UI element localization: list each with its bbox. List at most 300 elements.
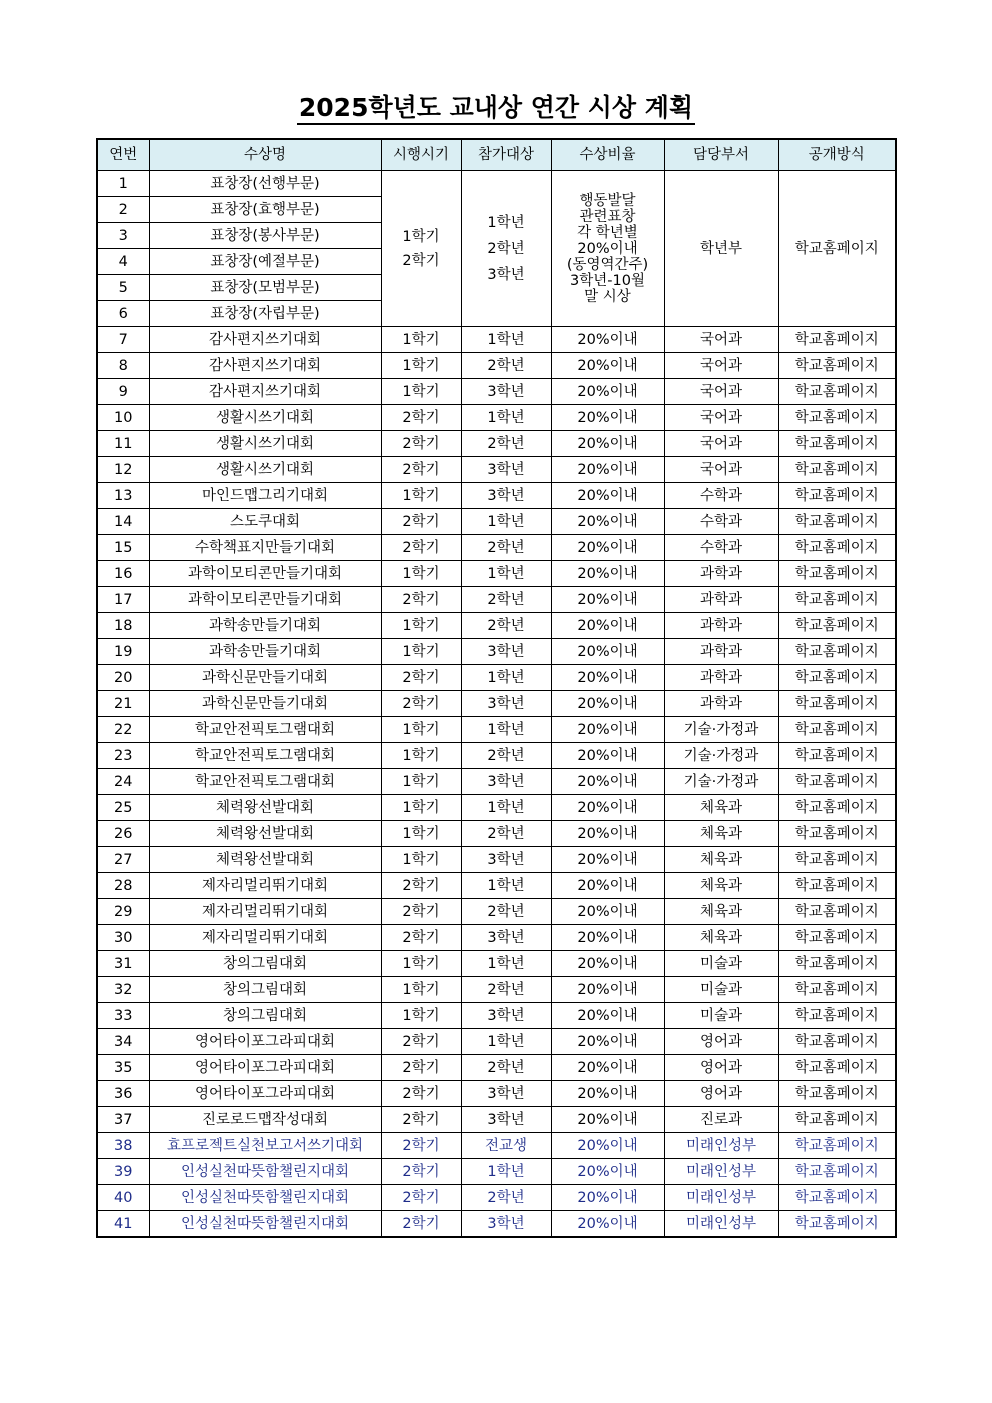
cell-target: 3학년 bbox=[461, 483, 551, 509]
cell-no: 33 bbox=[97, 1003, 149, 1029]
cell-dept: 수학과 bbox=[664, 483, 778, 509]
cell-dept: 체육과 bbox=[664, 821, 778, 847]
cell-ratio: 20%이내 bbox=[551, 743, 664, 769]
ratio-line: 행동발달 bbox=[579, 192, 636, 209]
cell-award: 제자리멀리뛰기대회 bbox=[149, 899, 381, 925]
cell-ratio: 20%이내 bbox=[551, 457, 664, 483]
target-line: 3학년 bbox=[487, 266, 525, 283]
ratio-line: 20%이내 bbox=[577, 240, 638, 257]
cell-period: 1학기 bbox=[381, 717, 461, 743]
cell-period: 2학기 bbox=[381, 1107, 461, 1133]
cell-ratio: 20%이내 bbox=[551, 1185, 664, 1211]
cell-ratio: 20%이내 bbox=[551, 535, 664, 561]
cell-period: 2학기 bbox=[381, 1055, 461, 1081]
cell-award: 표창장(자립부문) bbox=[149, 301, 381, 327]
cell-target: 1학년 bbox=[461, 665, 551, 691]
cell-publish: 학교홈페이지 bbox=[778, 405, 896, 431]
cell-award: 감사편지쓰기대회 bbox=[149, 379, 381, 405]
cell-target: 1학년 bbox=[461, 1159, 551, 1185]
table-row bbox=[97, 379, 896, 405]
cell-no: 29 bbox=[97, 899, 149, 925]
cell-publish: 학교홈페이지 bbox=[778, 587, 896, 613]
cell-target: 1학년 bbox=[461, 795, 551, 821]
target-line: 1학년 bbox=[487, 214, 525, 231]
cell-target: 3학년 bbox=[461, 925, 551, 951]
cell-dept: 과학과 bbox=[664, 613, 778, 639]
cell-target: 3학년 bbox=[461, 379, 551, 405]
cell-period: 2학기 bbox=[381, 1133, 461, 1159]
cell-period: 2학기 bbox=[381, 1081, 461, 1107]
cell-target: 2학년 bbox=[461, 353, 551, 379]
cell-target: 전교생 bbox=[461, 1133, 551, 1159]
table-row bbox=[97, 977, 896, 1003]
cell-dept: 국어과 bbox=[664, 431, 778, 457]
table-row bbox=[97, 613, 896, 639]
cell-ratio: 20%이내 bbox=[551, 587, 664, 613]
cell-dept: 체육과 bbox=[664, 925, 778, 951]
cell-dept: 체육과 bbox=[664, 873, 778, 899]
cell-no: 12 bbox=[97, 457, 149, 483]
cell-publish: 학교홈페이지 bbox=[778, 1055, 896, 1081]
cell-ratio: 20%이내 bbox=[551, 821, 664, 847]
cell-dept: 과학과 bbox=[664, 561, 778, 587]
cell-ratio: 20%이내 bbox=[551, 795, 664, 821]
cell-target: 3학년 bbox=[461, 1107, 551, 1133]
cell-ratio: 20%이내 bbox=[551, 1159, 664, 1185]
cell-target: 1학년 bbox=[461, 327, 551, 353]
cell-award: 영어타이포그라피대회 bbox=[149, 1029, 381, 1055]
cell-period: 2학기 bbox=[381, 873, 461, 899]
cell-ratio: 20%이내 bbox=[551, 977, 664, 1003]
cell-target: 1학년 bbox=[461, 561, 551, 587]
table-row bbox=[97, 587, 896, 613]
table-row bbox=[97, 691, 896, 717]
cell-period: 1학기 bbox=[381, 1003, 461, 1029]
table-row bbox=[97, 431, 896, 457]
cell-target: 2학년 bbox=[461, 1055, 551, 1081]
document-title bbox=[0, 88, 992, 124]
cell-no: 22 bbox=[97, 717, 149, 743]
cell-dept: 미술과 bbox=[664, 1003, 778, 1029]
cell-period: 2학기 bbox=[381, 535, 461, 561]
cell-ratio: 20%이내 bbox=[551, 1211, 664, 1238]
cell-publish: 학교홈페이지 bbox=[778, 483, 896, 509]
cell-period: 2학기 bbox=[381, 405, 461, 431]
cell-dept: 수학과 bbox=[664, 535, 778, 561]
cell-award: 진로로드맵작성대회 bbox=[149, 1107, 381, 1133]
cell-publish: 학교홈페이지 bbox=[778, 847, 896, 873]
cell-publish: 학교홈페이지 bbox=[778, 743, 896, 769]
cell-award: 생활시쓰기대회 bbox=[149, 457, 381, 483]
cell-target: 1학년 bbox=[461, 873, 551, 899]
cell-period: 1학기 bbox=[381, 977, 461, 1003]
cell-target: 3학년 bbox=[461, 1003, 551, 1029]
cell-period: 1학기 bbox=[381, 379, 461, 405]
cell-period: 1학기 bbox=[381, 483, 461, 509]
table-row bbox=[97, 1133, 896, 1159]
cell-target: 2학년 bbox=[461, 535, 551, 561]
cell-dept: 체육과 bbox=[664, 795, 778, 821]
cell-dept: 기술·가정과 bbox=[664, 743, 778, 769]
cell-target: 1학년 bbox=[461, 717, 551, 743]
table-row bbox=[97, 639, 896, 665]
cell-award: 표창장(봉사부문) bbox=[149, 223, 381, 249]
cell-ratio: 20%이내 bbox=[551, 1107, 664, 1133]
cell-award: 제자리멀리뛰기대회 bbox=[149, 873, 381, 899]
cell-publish: 학교홈페이지 bbox=[778, 1211, 896, 1238]
cell-publish: 학교홈페이지 bbox=[778, 873, 896, 899]
table-row bbox=[97, 1211, 896, 1238]
cell-period: 2학기 bbox=[381, 457, 461, 483]
cell-ratio: 20%이내 bbox=[551, 717, 664, 743]
cell-ratio: 20%이내 bbox=[551, 873, 664, 899]
cell-publish: 학교홈페이지 bbox=[778, 1185, 896, 1211]
cell-publish: 학교홈페이지 bbox=[778, 613, 896, 639]
cell-period: 2학기 bbox=[381, 431, 461, 457]
cell-award: 인성실천따뜻함챌린지대회 bbox=[149, 1159, 381, 1185]
cell-target: 3학년 bbox=[461, 1081, 551, 1107]
cell-target: 2학년 bbox=[461, 431, 551, 457]
cell-ratio: 20%이내 bbox=[551, 1055, 664, 1081]
cell-award: 감사편지쓰기대회 bbox=[149, 327, 381, 353]
cell-publish: 학교홈페이지 bbox=[778, 457, 896, 483]
cell-ratio: 20%이내 bbox=[551, 691, 664, 717]
cell-target: 3학년 bbox=[461, 1211, 551, 1238]
cell-dept: 영어과 bbox=[664, 1081, 778, 1107]
cell-award: 과학신문만들기대회 bbox=[149, 691, 381, 717]
table-row bbox=[97, 899, 896, 925]
cell-dept: 미술과 bbox=[664, 977, 778, 1003]
cell-award: 표창장(선행부문) bbox=[149, 171, 381, 197]
cell-publish: 학교홈페이지 bbox=[778, 535, 896, 561]
cell-period: 1학기 bbox=[381, 795, 461, 821]
cell-period: 2학기 bbox=[381, 665, 461, 691]
cell-dept: 국어과 bbox=[664, 379, 778, 405]
cell-award: 인성실천따뜻함챌린지대회 bbox=[149, 1185, 381, 1211]
table-row bbox=[97, 457, 896, 483]
cell-award: 체력왕선발대회 bbox=[149, 821, 381, 847]
cell-target: 2학년 bbox=[461, 977, 551, 1003]
table-row bbox=[97, 171, 896, 197]
table-row bbox=[97, 743, 896, 769]
table-row bbox=[97, 483, 896, 509]
cell-dept: 미래인성부 bbox=[664, 1211, 778, 1238]
table-row bbox=[97, 1003, 896, 1029]
cell-ratio: 20%이내 bbox=[551, 379, 664, 405]
cell-ratio: 20%이내 bbox=[551, 1029, 664, 1055]
cell-period: 1학기 bbox=[381, 613, 461, 639]
cell-ratio: 20%이내 bbox=[551, 639, 664, 665]
cell-dept: 국어과 bbox=[664, 405, 778, 431]
cell-dept: 국어과 bbox=[664, 327, 778, 353]
cell-no: 5 bbox=[97, 275, 149, 301]
cell-publish: 학교홈페이지 bbox=[778, 717, 896, 743]
cell-no: 38 bbox=[97, 1133, 149, 1159]
cell-award: 마인드맵그리기대회 bbox=[149, 483, 381, 509]
cell-period: 2학기 bbox=[381, 509, 461, 535]
cell-no: 15 bbox=[97, 535, 149, 561]
cell-dept: 국어과 bbox=[664, 457, 778, 483]
header-award: 수상명 bbox=[149, 139, 381, 171]
period-line: 1학기 bbox=[402, 228, 440, 245]
cell-no: 16 bbox=[97, 561, 149, 587]
cell-award: 체력왕선발대회 bbox=[149, 847, 381, 873]
cell-no: 35 bbox=[97, 1055, 149, 1081]
cell-target: 2학년 bbox=[461, 899, 551, 925]
cell-award: 스도쿠대회 bbox=[149, 509, 381, 535]
cell-publish: 학교홈페이지 bbox=[778, 951, 896, 977]
cell-no: 24 bbox=[97, 769, 149, 795]
cell-dept: 기술·가정과 bbox=[664, 717, 778, 743]
cell-ratio: 20%이내 bbox=[551, 665, 664, 691]
cell-period: 1학기 bbox=[381, 327, 461, 353]
cell-dept: 과학과 bbox=[664, 665, 778, 691]
cell-award: 표창장(모범부문) bbox=[149, 275, 381, 301]
cell-target: 2학년 bbox=[461, 821, 551, 847]
cell-award: 창의그림대회 bbox=[149, 1003, 381, 1029]
table-row bbox=[97, 509, 896, 535]
cell-period: 1학기 bbox=[381, 847, 461, 873]
cell-period: 2학기 bbox=[381, 1211, 461, 1238]
cell-award: 창의그림대회 bbox=[149, 951, 381, 977]
table-row bbox=[97, 327, 896, 353]
table-row bbox=[97, 873, 896, 899]
cell-award: 표창장(예절부문) bbox=[149, 249, 381, 275]
cell-ratio: 20%이내 bbox=[551, 847, 664, 873]
cell-ratio: 20%이내 bbox=[551, 1133, 664, 1159]
cell-award: 제자리멀리뛰기대회 bbox=[149, 925, 381, 951]
cell-period: 2학기 bbox=[381, 899, 461, 925]
cell-no: 41 bbox=[97, 1211, 149, 1238]
cell-no: 7 bbox=[97, 327, 149, 353]
cell-ratio: 20%이내 bbox=[551, 769, 664, 795]
cell-ratio: 20%이내 bbox=[551, 327, 664, 353]
cell-period: 1학기 bbox=[381, 769, 461, 795]
cell-no: 31 bbox=[97, 951, 149, 977]
cell-no: 27 bbox=[97, 847, 149, 873]
cell-publish: 학교홈페이지 bbox=[778, 925, 896, 951]
cell-no: 37 bbox=[97, 1107, 149, 1133]
cell-target: 3학년 bbox=[461, 847, 551, 873]
cell-ratio: 20%이내 bbox=[551, 431, 664, 457]
cell-award: 효프로젝트실천보고서쓰기대회 bbox=[149, 1133, 381, 1159]
table-body bbox=[97, 171, 896, 1238]
cell-no: 2 bbox=[97, 197, 149, 223]
cell-publish: 학교홈페이지 bbox=[778, 691, 896, 717]
cell-target-merged bbox=[461, 171, 551, 327]
cell-no: 13 bbox=[97, 483, 149, 509]
header-publish: 공개방식 bbox=[778, 139, 896, 171]
cell-award: 감사편지쓰기대회 bbox=[149, 353, 381, 379]
cell-no: 19 bbox=[97, 639, 149, 665]
cell-ratio: 20%이내 bbox=[551, 899, 664, 925]
cell-no: 17 bbox=[97, 587, 149, 613]
cell-no: 14 bbox=[97, 509, 149, 535]
header-ratio: 수상비율 bbox=[551, 139, 664, 171]
cell-award: 영어타이포그라피대회 bbox=[149, 1081, 381, 1107]
cell-no: 18 bbox=[97, 613, 149, 639]
cell-publish: 학교홈페이지 bbox=[778, 509, 896, 535]
cell-dept: 미래인성부 bbox=[664, 1185, 778, 1211]
table-row bbox=[97, 847, 896, 873]
period-line: 2학기 bbox=[402, 252, 440, 269]
table-row bbox=[97, 1029, 896, 1055]
cell-award: 과학이모티콘만들기대회 bbox=[149, 561, 381, 587]
cell-award: 과학송만들기대회 bbox=[149, 639, 381, 665]
cell-no: 9 bbox=[97, 379, 149, 405]
table-row bbox=[97, 405, 896, 431]
cell-publish: 학교홈페이지 bbox=[778, 1133, 896, 1159]
cell-no: 3 bbox=[97, 223, 149, 249]
cell-publish: 학교홈페이지 bbox=[778, 353, 896, 379]
target-line: 2학년 bbox=[487, 240, 525, 257]
cell-award: 학교안전픽토그램대회 bbox=[149, 717, 381, 743]
cell-ratio: 20%이내 bbox=[551, 925, 664, 951]
cell-award: 창의그림대회 bbox=[149, 977, 381, 1003]
cell-target: 2학년 bbox=[461, 613, 551, 639]
table-row bbox=[97, 821, 896, 847]
ratio-line: 각 학년별 bbox=[577, 224, 638, 241]
cell-no: 39 bbox=[97, 1159, 149, 1185]
cell-publish: 학교홈페이지 bbox=[778, 561, 896, 587]
cell-ratio: 20%이내 bbox=[551, 951, 664, 977]
cell-period: 1학기 bbox=[381, 353, 461, 379]
table-row bbox=[97, 561, 896, 587]
cell-award: 과학송만들기대회 bbox=[149, 613, 381, 639]
cell-award: 과학신문만들기대회 bbox=[149, 665, 381, 691]
cell-ratio: 20%이내 bbox=[551, 405, 664, 431]
cell-no: 11 bbox=[97, 431, 149, 457]
header-dept: 담당부서 bbox=[664, 139, 778, 171]
table-header bbox=[97, 139, 896, 171]
cell-publish: 학교홈페이지 bbox=[778, 1029, 896, 1055]
cell-no: 25 bbox=[97, 795, 149, 821]
cell-ratio: 20%이내 bbox=[551, 353, 664, 379]
cell-dept: 진로과 bbox=[664, 1107, 778, 1133]
cell-period: 1학기 bbox=[381, 821, 461, 847]
cell-publish: 학교홈페이지 bbox=[778, 1159, 896, 1185]
table-row bbox=[97, 925, 896, 951]
table-row bbox=[97, 951, 896, 977]
cell-target: 2학년 bbox=[461, 1185, 551, 1211]
cell-period: 2학기 bbox=[381, 1185, 461, 1211]
cell-ratio: 20%이내 bbox=[551, 1003, 664, 1029]
cell-period: 2학기 bbox=[381, 691, 461, 717]
cell-no: 30 bbox=[97, 925, 149, 951]
cell-publish: 학교홈페이지 bbox=[778, 795, 896, 821]
cell-period: 2학기 bbox=[381, 587, 461, 613]
cell-period: 1학기 bbox=[381, 951, 461, 977]
cell-no: 10 bbox=[97, 405, 149, 431]
table-row bbox=[97, 535, 896, 561]
cell-no: 26 bbox=[97, 821, 149, 847]
cell-award: 표창장(효행부문) bbox=[149, 197, 381, 223]
cell-publish: 학교홈페이지 bbox=[778, 639, 896, 665]
header-no: 연번 bbox=[97, 139, 149, 171]
cell-dept: 미래인성부 bbox=[664, 1159, 778, 1185]
cell-publish: 학교홈페이지 bbox=[778, 379, 896, 405]
cell-award: 수학책표지만들기대회 bbox=[149, 535, 381, 561]
cell-period: 1학기 bbox=[381, 561, 461, 587]
cell-target: 3학년 bbox=[461, 691, 551, 717]
cell-no: 23 bbox=[97, 743, 149, 769]
award-plan-table bbox=[96, 138, 897, 1238]
cell-dept: 미래인성부 bbox=[664, 1133, 778, 1159]
cell-target: 3학년 bbox=[461, 639, 551, 665]
cell-no: 4 bbox=[97, 249, 149, 275]
cell-no: 36 bbox=[97, 1081, 149, 1107]
cell-ratio: 20%이내 bbox=[551, 509, 664, 535]
cell-dept: 체육과 bbox=[664, 899, 778, 925]
cell-target: 3학년 bbox=[461, 457, 551, 483]
cell-no: 1 bbox=[97, 171, 149, 197]
cell-award: 체력왕선발대회 bbox=[149, 795, 381, 821]
cell-publish: 학교홈페이지 bbox=[778, 665, 896, 691]
header-period: 시행시기 bbox=[381, 139, 461, 171]
cell-dept: 영어과 bbox=[664, 1055, 778, 1081]
cell-target: 3학년 bbox=[461, 769, 551, 795]
ratio-line: 말 시상 bbox=[584, 288, 631, 305]
cell-ratio: 20%이내 bbox=[551, 613, 664, 639]
table-row bbox=[97, 1185, 896, 1211]
cell-ratio: 20%이내 bbox=[551, 483, 664, 509]
table-row bbox=[97, 1159, 896, 1185]
cell-publish: 학교홈페이지 bbox=[778, 769, 896, 795]
cell-target: 1학년 bbox=[461, 509, 551, 535]
cell-dept: 과학과 bbox=[664, 587, 778, 613]
table-row bbox=[97, 1055, 896, 1081]
cell-period: 1학기 bbox=[381, 743, 461, 769]
cell-no: 8 bbox=[97, 353, 149, 379]
cell-award: 학교안전픽토그램대회 bbox=[149, 769, 381, 795]
cell-ratio: 20%이내 bbox=[551, 561, 664, 587]
cell-dept-merged: 학년부 bbox=[664, 171, 778, 327]
cell-no: 28 bbox=[97, 873, 149, 899]
cell-target: 1학년 bbox=[461, 1029, 551, 1055]
table-row bbox=[97, 1081, 896, 1107]
cell-period: 2학기 bbox=[381, 1029, 461, 1055]
cell-target: 2학년 bbox=[461, 743, 551, 769]
cell-ratio-merged bbox=[551, 171, 664, 327]
cell-no: 40 bbox=[97, 1185, 149, 1211]
title-text: 2025학년도 교내상 연간 시상 계획 bbox=[297, 93, 695, 125]
cell-publish: 학교홈페이지 bbox=[778, 977, 896, 1003]
table-row bbox=[97, 769, 896, 795]
cell-dept: 체육과 bbox=[664, 847, 778, 873]
cell-publish: 학교홈페이지 bbox=[778, 1107, 896, 1133]
table-row bbox=[97, 665, 896, 691]
cell-period: 2학기 bbox=[381, 925, 461, 951]
cell-publish: 학교홈페이지 bbox=[778, 431, 896, 457]
cell-dept: 미술과 bbox=[664, 951, 778, 977]
cell-no: 32 bbox=[97, 977, 149, 1003]
cell-dept: 수학과 bbox=[664, 509, 778, 535]
cell-award: 생활시쓰기대회 bbox=[149, 405, 381, 431]
cell-publish: 학교홈페이지 bbox=[778, 327, 896, 353]
table-row bbox=[97, 795, 896, 821]
cell-dept: 국어과 bbox=[664, 353, 778, 379]
cell-publish: 학교홈페이지 bbox=[778, 1081, 896, 1107]
cell-dept: 기술·가정과 bbox=[664, 769, 778, 795]
cell-dept: 과학과 bbox=[664, 691, 778, 717]
cell-publish: 학교홈페이지 bbox=[778, 899, 896, 925]
cell-award: 영어타이포그라피대회 bbox=[149, 1055, 381, 1081]
table-row bbox=[97, 353, 896, 379]
header-target: 참가대상 bbox=[461, 139, 551, 171]
cell-publish: 학교홈페이지 bbox=[778, 1003, 896, 1029]
cell-ratio: 20%이내 bbox=[551, 1081, 664, 1107]
cell-award: 과학이모티콘만들기대회 bbox=[149, 587, 381, 613]
